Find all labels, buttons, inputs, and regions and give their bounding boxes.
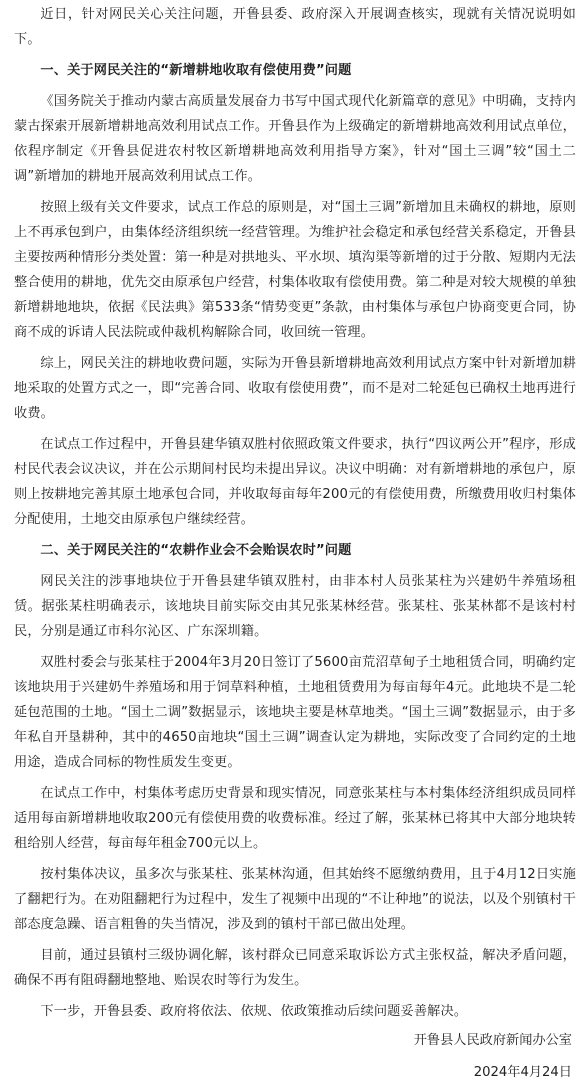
body-paragraph: 网民关注的涉事地块位于开鲁县建华镇双胜村，由非本村人员张某柱为兴建奶牛养殖场租赁。据张某柱明确表示，该地块目前实际交由其兄张某林经营。张某柱、张某林都不是该村村民，分别是通辽市科尔沁区、广东深圳籍。 — [14, 574, 576, 639]
intro-paragraph: 近日，针对网民关心关注问题，开鲁县委、政府深入开展调查核实，现就有关情况说明如下。 — [14, 7, 576, 47]
section-one-heading: 一、关于网民关注的“新增耕地收取有偿使用费”问题 — [40, 63, 352, 78]
body-paragraph: 按村集体决议，虽多次与张某柱、张某林沟通，但其始终不愿缴纳费用，且于4月12日实施了翻耙行为。在劝阻翻耙行为过程中，发生了视频中出现的“不让种地”的说法，以及个别镇村干部态度急躁、语言粗鲁的失当情况，涉及到的镇村干部已做出处理。 — [14, 867, 576, 932]
body-paragraph: 按照上级有关文件要求，试点工作总的原则是，对“国土三调”新增加且未确权的耕地，原则上不再承包到户，由集体经济组织统一经营管理。为维护社会稳定和承包经营关系稳定，开鲁县主要按两种情形分类处置：第一种是对拱地头、平水坝、填沟渠等新增的过于分散、短期内无法整合使用的耕地，优先交由原承包户经营，村集体收取有偿使用费。第二种是对较大规模的单独新增耕地地块，依据《民法典》第533条“情势变更”条款，由村集体与承包户协商变更合同，协商不成的诉请人民法院或仲裁机构解除合同，收回统一管理。 — [14, 200, 576, 340]
body-paragraph: 综上，网民关注的耕地收费问题，实际为开鲁县新增耕地高效利用试点方案中针对新增加耕地采取的处置方式之一，即“完善合同、收取有偿使用费”，而不是对二轮延包已确权土地再进行收费。 — [14, 356, 576, 421]
closing-paragraph: 下一步，开鲁县委、政府将依法、依规、依政策推动后续问题妥善解决。 — [40, 1004, 468, 1019]
body-paragraph: 《国务院关于推动内蒙古高质量发展奋力书写中国式现代化新篇章的意见》中明确，支持内蒙古探索开展新增耕地高效利用试点工作。开鲁县作为上级确定的新增耕地高效利用试点单位，依程序制定《开鲁县促进农村牧区新增耕地高效利用指导方案》，针对“国土三调”较“国土二调”新增加的耕地开展高效利用试点工作。 — [14, 94, 576, 184]
body-paragraph: 在试点工作过程中，开鲁县建华镇双胜村依照政策文件要求，执行“四议两公开”程序，形成村民代表会议决议，并在公示期间村民均未提出异议。决议中明确：对有新增耕地的承包户，原则上按耕地完善其原土地承包合同，并收取每亩每年200元的有偿使用费，所缴费用收归村集体分配使用，土地交由原承包户继续经营。 — [14, 437, 576, 527]
body-paragraph: 目前，通过县镇村三级协调化解，该村群众已同意采取诉讼方式主张权益，解决矛盾问题，确保不再有阻碍翻地整地、贻误农时等行为发生。 — [14, 948, 576, 988]
body-paragraph: 在试点工作中，村集体考虑历史背景和现实情况，同意张某柱与本村集体经济组织成员同样适用每亩新增耕地收取200元有偿使用费的收费标准。经过了解，张某林已将其中大部分地块转租给别人经营，每亩每年租金700元以上。 — [14, 786, 576, 851]
section-two-heading: 二、关于网民关注的“农耕作业会不会贻误农时”问题 — [40, 543, 352, 558]
body-paragraph: 双胜村委会与张某柱于2004年3月20日签订了5600亩荒沼草甸子土地租赁合同，明确约定该地块用于兴建奶牛养殖场和用于饲草料种植，土地租赁费用为每亩每年4元。此地块不是二轮延包范围的土地。“国土二调”数据显示，该地块主要是林草地类。“国土三调”数据显示，由于多年私自开垦耕种，其中的4650亩地块“国土三调”调查认定为耕地，实际改变了合同约定的土地用途，造成合同标的物性质发生变更。 — [14, 655, 576, 770]
signature-date: 2024年4月24日 — [473, 1065, 572, 1080]
signature-organization: 开鲁县人民政府新闻办公室 — [413, 1033, 572, 1048]
